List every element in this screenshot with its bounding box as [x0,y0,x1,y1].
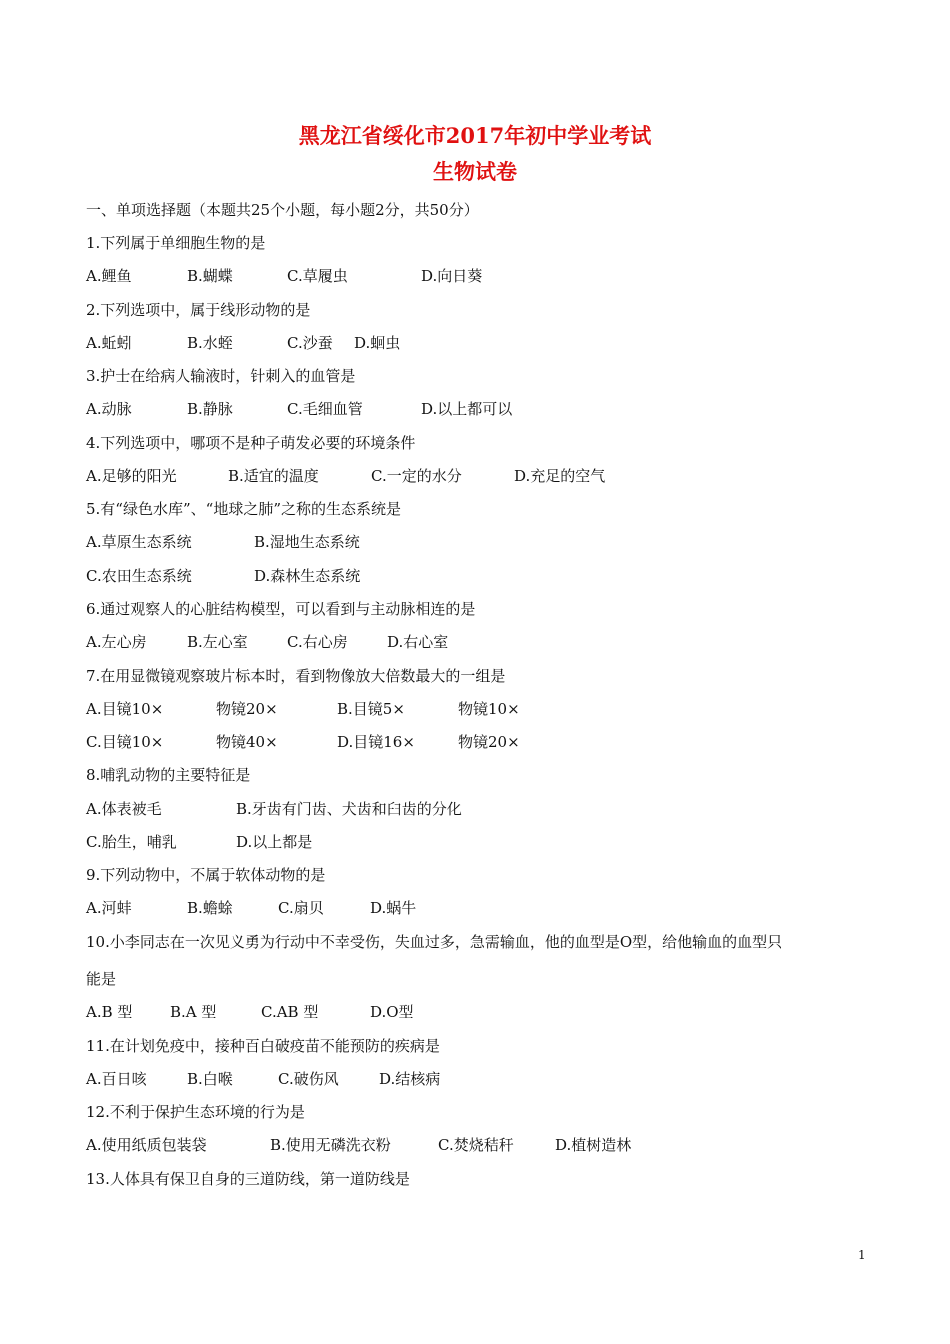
option-a: A.百日咳 [86,1070,147,1088]
option-b: B.A 型 [170,1003,217,1021]
question-3-stem: 3.护士在给病人输液时，针刺入的血管是 [86,367,356,385]
option-c: C.破伤风 [278,1070,339,1088]
option-d: D.蛔虫 [354,334,401,352]
option-c: C.右心房 [287,633,348,651]
section-heading: 一、单项选择题（本题共25个小题，每小题2分，共50分） [86,201,479,219]
option-d-objective: 物镜20× [458,733,520,751]
option-d: D.以上都是 [236,833,313,851]
option-d: D.以上都可以 [421,400,513,418]
question-12-stem: 12.不利于保护生态环境的行为是 [86,1103,305,1121]
question-10-stem-continued: 能是 [86,970,117,988]
option-d: D.充足的空气 [514,467,606,485]
option-d: D.结核病 [379,1070,441,1088]
option-a: A.河蚌 [86,899,132,917]
option-a: A.左心房 [86,633,147,651]
option-b: B.蟾蜍 [187,899,233,917]
page-number: 1 [858,1248,866,1262]
option-c: C.AB 型 [261,1003,319,1021]
option-b: B.水蛭 [187,334,233,352]
question-10-stem: 10.小李同志在一次见义勇为行动中不幸受伤，失血过多，急需输血，他的血型是O型，给他输血的血型只 [86,933,783,951]
option-d-eyepiece: D.目镜16× [337,733,415,751]
question-6-stem: 6.通过观察人的心脏结构模型，可以看到与主动脉相连的是 [86,600,476,618]
option-b: B.湿地生态系统 [254,533,360,551]
exam-title: 黑龙江省绥化市2017年初中学业考试 [298,123,652,148]
option-c: C.扇贝 [278,899,324,917]
option-c-objective: 物镜40× [216,733,278,751]
option-d: D.O型 [370,1003,414,1021]
option-b: B.左心室 [187,633,248,651]
option-d: D.右心室 [387,633,449,651]
option-b: B.使用无磷洗衣粉 [270,1136,391,1154]
question-11-stem: 11.在计划免疫中，接种百白破疫苗不能预防的疾病是 [86,1037,440,1055]
option-a: A.动脉 [86,400,132,418]
option-c: C.焚烧秸秆 [438,1136,514,1154]
option-b-eyepiece: B.目镜5× [337,700,405,718]
option-b: B.白喉 [187,1070,233,1088]
option-d: D.蜗牛 [370,899,417,917]
option-c-eyepiece: C.目镜10× [86,733,164,751]
question-13-stem: 13.人体具有保卫自身的三道防线，第一道防线是 [86,1170,410,1188]
question-7-stem: 7.在用显微镜观察玻片标本时，看到物像放大倍数最大的一组是 [86,667,506,685]
option-c: C.一定的水分 [371,467,462,485]
option-a-objective: 物镜20× [216,700,278,718]
option-a: A.草原生态系统 [86,533,192,551]
option-a: A.足够的阳光 [86,467,177,485]
question-1-stem: 1.下列属于单细胞生物的是 [86,234,266,252]
option-d: D.植树造林 [555,1136,632,1154]
exam-subtitle: 生物试卷 [433,159,517,184]
question-9-stem: 9.下列动物中，不属于软体动物的是 [86,866,326,884]
question-8-stem: 8.哺乳动物的主要特征是 [86,766,251,784]
option-c: C.农田生态系统 [86,567,192,585]
question-4-stem: 4.下列选项中，哪项不是种子萌发必要的环境条件 [86,434,416,452]
option-c: C.草履虫 [287,267,348,285]
option-b: B.蝴蝶 [187,267,233,285]
option-a: A.体表被毛 [86,800,162,818]
option-b: B.牙齿有门齿、犬齿和臼齿的分化 [236,800,462,818]
option-a: A.蚯蚓 [86,334,132,352]
option-b: B.适宜的温度 [228,467,319,485]
option-c: C.胎生，哺乳 [86,833,177,851]
question-2-stem: 2.下列选项中，属于线形动物的是 [86,301,311,319]
option-b: B.静脉 [187,400,233,418]
option-c: C.沙蚕 [287,334,333,352]
option-b-objective: 物镜10× [458,700,520,718]
option-a: A.使用纸质包装袋 [86,1136,207,1154]
option-d: D.森林生态系统 [254,567,361,585]
option-a-eyepiece: A.目镜10× [86,700,164,718]
option-d: D.向日葵 [421,267,483,285]
question-5-stem: 5.有“绿色水库”、“地球之肺”之称的生态系统是 [86,500,401,518]
option-a: A.B 型 [86,1003,133,1021]
option-a: A.鲤鱼 [86,267,132,285]
option-c: C.毛细血管 [287,400,363,418]
